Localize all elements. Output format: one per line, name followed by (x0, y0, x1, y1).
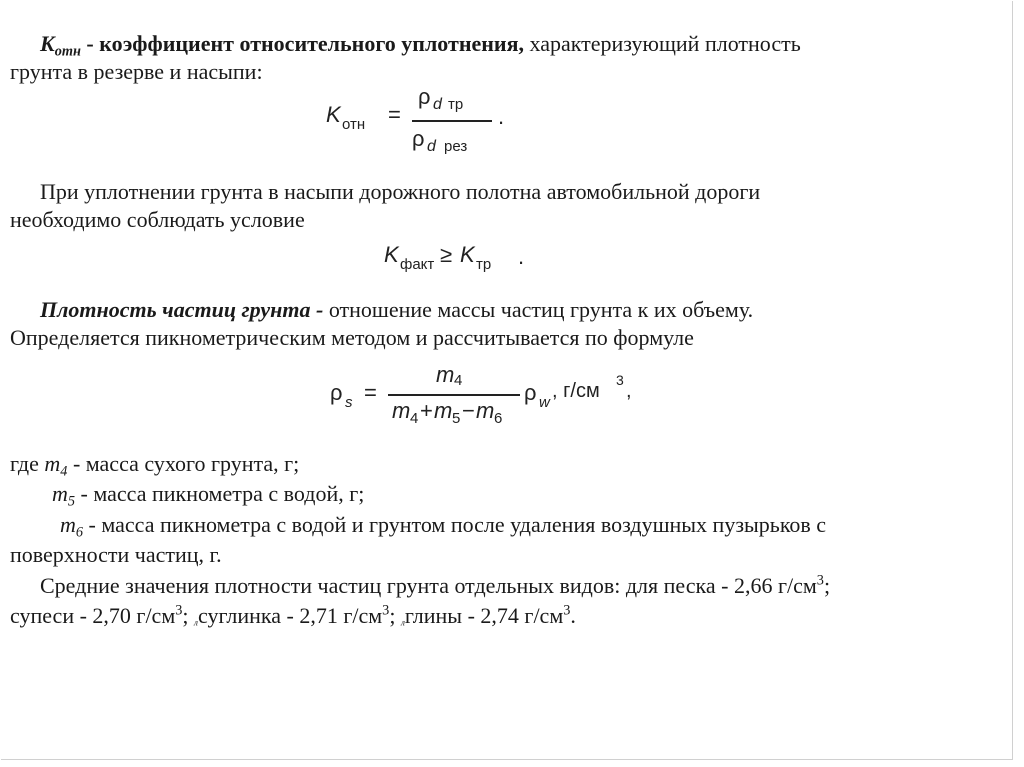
formula1-eq: = (388, 102, 401, 127)
paragraph-k-otn (40, 30, 801, 58)
density-sandy-loam: супеси - 2,70 $г/см^3$ (10, 602, 183, 628)
average-density-line1: Средние значения плотности частиц грунта отдельных видов: для песка - 2,66 $г/см^3$; (40, 572, 831, 598)
formula1-den-sub-d: d (427, 138, 436, 155)
formula3-unit-sup: 3 (616, 372, 624, 388)
formula1-dot: . (498, 104, 505, 129)
formula3-rho-w-sub: w (539, 394, 550, 411)
formula2-dot: . (518, 244, 525, 269)
formula3-den-m5-sub: 5 (452, 410, 461, 427)
formula2-k1-sub: факт (400, 256, 435, 273)
formula3-den-m4-sub: 4 (410, 410, 419, 427)
symbol-m6: $m_6$ (60, 512, 84, 541)
symbol-m4: $m_4$ (44, 451, 68, 480)
paragraph-particle-density-line2: Определяется пикнометрическим методом и рассчитывается по формуле (10, 325, 694, 350)
formula-condition (384, 238, 544, 282)
paragraph-condition-line1: При уплотнении грунта в насыпи дорожного полотна автомобильной дороги (40, 179, 761, 204)
formula3-num-m: m (436, 362, 455, 387)
paragraph-particle-density (40, 296, 753, 324)
formula3-den-minus: − (462, 398, 475, 423)
formula3-den-m5: m (434, 398, 453, 423)
formula3-eq: = (364, 380, 377, 405)
formula3-num-sub: 4 (454, 372, 463, 389)
formula2-op: ≥ (440, 242, 453, 267)
paragraph-condition-line2: необходимо соблюдать условие (10, 207, 305, 232)
average-density-line2: супеси - 2,70 $г/см^3$; лсуглинка - 2,71 $г/см^3$; лглины - 2,74 $г/см^3$. (10, 602, 576, 628)
formula3-fraction-bar (388, 394, 520, 396)
formula1-lhs: K (326, 102, 341, 127)
formula2-k1: K (384, 242, 399, 267)
formula3-unit: , г/см (552, 380, 600, 402)
formula3-comma: , (626, 380, 632, 402)
density-loam: суглинка - 2,71 $г/см^3$ (197, 602, 390, 628)
definition-m5: $m_5$ - масса пикнометра с водой, г; (52, 481, 365, 510)
definition-m6: $m_6$ - масса пикнометра с водой и грунтом после удаления воздушных пузырьков с (60, 512, 827, 541)
k-otn-description: характеризующий плотность (524, 31, 801, 56)
stray-mark-2: л (400, 617, 405, 628)
formula1-num-rho: ρ (418, 84, 431, 109)
paragraph-k-otn-line2: грунта в резерве и насыпи: (10, 59, 263, 84)
formula-particle-density (330, 362, 650, 436)
definition-m6-line2: поверхности частиц, г. (10, 542, 222, 567)
formula1-den-sub: рез (444, 138, 468, 155)
formula1-fraction-bar (412, 120, 492, 122)
formula2-k2-sub: тр (476, 256, 492, 273)
formula1-lhs-sub: отн (342, 116, 366, 133)
stray-mark-1: л (194, 617, 198, 628)
formula1-den-rho: ρ (412, 126, 425, 151)
particle-density-definition: отношение массы частиц грунта к их объему. (323, 297, 754, 322)
definition-m4: где $m_4$ - масса сухого грунта, г; (10, 451, 300, 480)
term-particle-density: Плотность частиц грунта - (40, 297, 324, 322)
term-k-otn-definition: - коэффициент относительного уплотнения, (80, 31, 525, 56)
formula3-den-m6-sub: 6 (494, 410, 503, 427)
formula2-k2: K (460, 242, 475, 267)
formula3-den-plus: + (420, 398, 433, 423)
term-k-otn: $K_{отн}$ (40, 31, 81, 60)
formula3-rho-w: ρ (524, 380, 537, 405)
formula1-num-sub: тр (448, 96, 464, 113)
density-clay: глины - 2,74 $г/см^3$ (404, 602, 571, 628)
formula3-lhs: ρ (330, 380, 343, 405)
formula3-den-m6: m (476, 398, 495, 423)
formula3-den-m4: m (392, 398, 411, 423)
formula1-num-sub-d: d (433, 96, 442, 113)
symbol-m5: $m_5$ (52, 481, 76, 510)
formula3-lhs-sub: s (345, 394, 353, 411)
formula-k-otn (326, 82, 506, 162)
